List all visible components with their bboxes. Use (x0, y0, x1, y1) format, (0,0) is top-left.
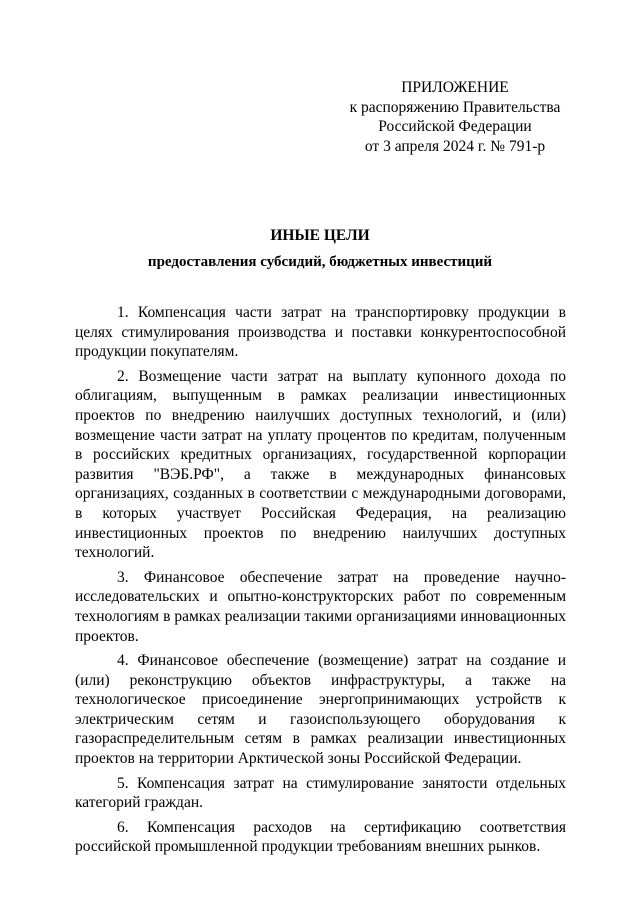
list-item: 6. Компенсация расходов на сертификацию соответствия российской промышленной продукции требованиям внешних рынков. (75, 818, 566, 856)
appendix-authority: Российской Федерации (378, 118, 532, 135)
list-item: 2. Возмещение части затрат на выплату купонного дохода по облигациям, выпущенным в рамках реализации инвестиционных проектов по внедрению наилучших доступных технологий, и (или) возмещение части затрат на уплату процентов по кредитам, полученным в российских кредитных организациях, государственной корпорации развития "ВЭБ.РФ", а также в международных финансовых организациях, созданных в соответствии с международными договорами, в которых участвует Российская Федерация, на реализацию инвестиционных проектов по внедрению наилучших доступных технологий. (75, 367, 566, 562)
list-item: 3. Финансовое обеспечение затрат на проведение научно-исследовательских и опытно-конструкторских работ по современным технологиям в рамках реализации такими организациями инновационных проектов. (75, 568, 566, 645)
list-item: 1. Компенсация части затрат на транспортировку продукции в целях стимулирования производства и поставки конкурентоспособной продукции покупателям. (75, 304, 566, 361)
document-subtitle: предоставления субсидий, бюджетных инвестиций (147, 254, 493, 270)
appendix-header (330, 78, 580, 156)
appendix-label: ПРИЛОЖЕНИЕ (401, 79, 509, 96)
list-item: 4. Финансовое обеспечение (возмещение) затрат на создание и (или) реконструкцию объектов инфраструктуры, а также на технологическое присоединение энергопринимающих устройств к электрическим сетям и газоиспользующего оборудования к газораспределительным сетям в рамках реализации инвестиционных проектов на территории Арктической зоны Российской Федерации. (75, 652, 566, 768)
list-item: 5. Компенсация затрат на стимулирование занятости отдельных категорий граждан. (75, 774, 566, 812)
document-title: ИНЫЕ ЦЕЛИ (270, 227, 370, 244)
document-body (75, 303, 566, 862)
appendix-reference: к распоряжению Правительства (349, 98, 561, 116)
appendix-date-number: от 3 апреля 2024 г. № 791-р (364, 137, 546, 155)
